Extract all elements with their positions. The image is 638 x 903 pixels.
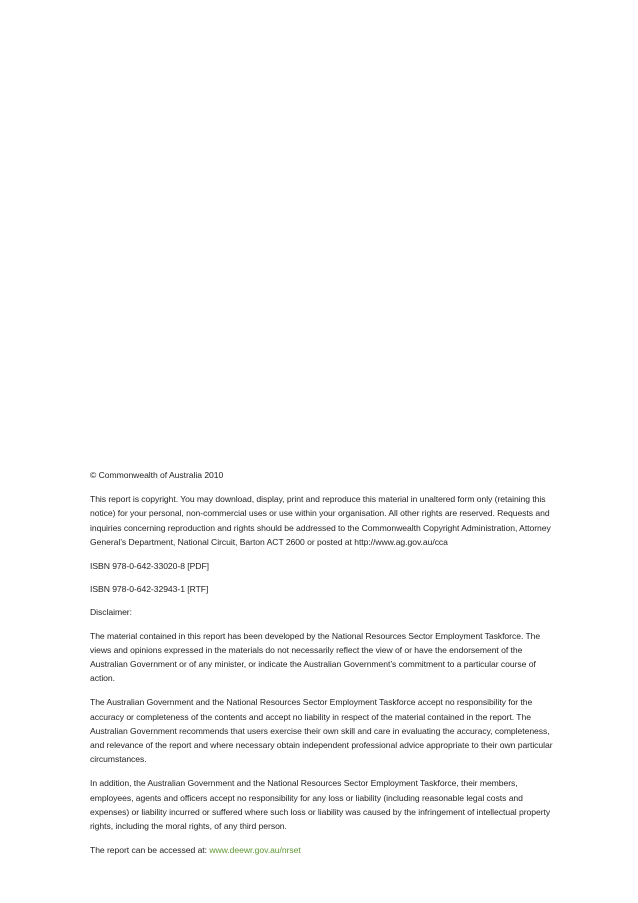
access-line: [90, 843, 560, 857]
isbn-rtf: ISBN 978-0-642-32943-1 [RTF]: [90, 584, 209, 595]
isbn-pdf: ISBN 978-0-642-33020-8 [PDF]: [90, 561, 209, 572]
access-text: The report can be accessed at:: [90, 845, 210, 856]
disclaimer-heading: Disclaimer:: [90, 607, 132, 618]
report-link[interactable]: www.deewr.gov.au/nrset: [209, 845, 301, 856]
disclaimer-paragraph: The Australian Government and the National Resources Sector Employment Taskforce accept no responsibility for the accuracy or completeness of the contents and accept no liability in respect of the material contained in the report. The Australian Government recommends that users exercise their own skill and care in evaluating the accuracy, completeness, and relevance of the report and where necessary obtain independent professional advice appropriate to their own particular circumstances.: [90, 697, 553, 765]
disclaimer-paragraph: In addition, the Australian Government and the National Resources Sector Employment Taskforce, their members, employees, agents and officers accept no responsibility for any loss or liability (including reasonable legal costs and expenses) or liability incurred or suffered where such loss or liability was caused by the infringement of intellectual property rights, including the moral rights, of any third person.: [90, 778, 551, 832]
imprint-block: [90, 468, 560, 857]
copyright-line: © Commonwealth of Australia 2010: [90, 470, 224, 480]
disclaimer-paragraph: The material contained in this report has been developed by the National Resources Sector Employment Taskforce. The views and opinions expressed in the materials do not necessarily reflect the view of or have the endorsement of the Australian Government or of any minister, or indicate the Australian Government’s commitment to a particular course of action.: [90, 630, 541, 684]
copyright-paragraph: This report is copyright. You may download, display, print and reproduce this material in unaltered form only (retaining this notice) for your personal, non-commercial uses or use within your organisation. All other rights are reserved. Requests and inquiries concerning reproduction and rights should be addressed to the Commonwealth Copyright Administration, Attorney General’s Department, National Circuit, Barton ACT 2600 or posted at http://www.ag.gov.au/cca: [90, 494, 551, 547]
